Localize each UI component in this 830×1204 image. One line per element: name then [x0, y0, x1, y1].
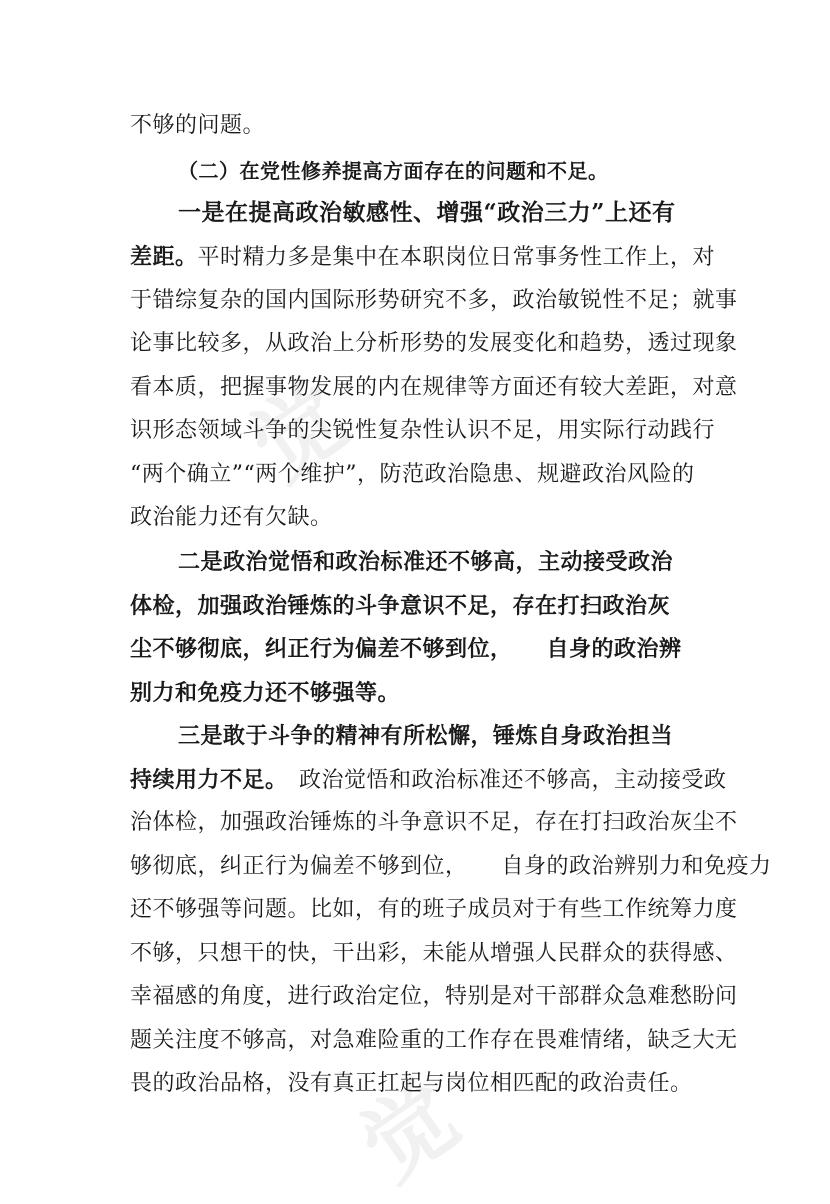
paragraph-line: [130, 243, 716, 272]
paragraph-line: 够彻底，纠正行为偏差不够到位， 自身的政治辨别力和免疫力: [130, 854, 772, 879]
paragraph-line: [130, 766, 727, 795]
paragraph-line: 识形态领域斗争的尖锐性复杂性认识不足，用实际行动践行: [130, 418, 716, 443]
paragraph-line: 体检，加强政治锤炼的斗争意识不足，存在打扫政治灰: [130, 593, 671, 619]
paragraph-line: 看本质，把握事物发展的内在规律等方面还有较大差距，对意: [130, 375, 738, 400]
paragraph-line: 不够，只想干的快，干出彩，未能从增强人民群众的获得感、: [130, 941, 738, 966]
point-heading: 二是政治觉悟和政治标准还不够高，主动接受政治: [178, 549, 674, 575]
paragraph-line: 还不够强等问题。比如，有的班子成员对于有些工作统筹力度: [130, 897, 738, 922]
paragraph-line: “两个确立”“两个维护”，防范政治隐患、规避政治风险的: [130, 462, 695, 487]
paragraph-line: 于错综复杂的国内国际形势研究不多，政治敏锐性不足；就事: [130, 288, 738, 313]
paragraph-line: 不够的问题。: [130, 113, 266, 138]
paragraph-line: 畏的政治品格，没有真正扛起与岗位相匹配的政治责任。: [130, 1071, 693, 1096]
point-heading-tail: 差距。: [130, 244, 198, 270]
paragraph-line: 尘不够彻底，纠正行为偏差不够到位， 自身的政治辨: [130, 636, 682, 662]
section-heading: （二）在党性修养提高方面存在的问题和不足。: [178, 159, 609, 183]
paragraph-line: 别力和免疫力还不够强等。: [130, 680, 401, 706]
paragraph-line: 论事比较多，从政治上分析形势的发展变化和趋势，透过现象: [130, 331, 738, 356]
watermark: 觉: [342, 1063, 477, 1201]
point-heading: 三是敢于斗争的精神有所松懈，锤炼自身政治担当: [178, 723, 674, 749]
point-heading-tail: 持续用力不足。: [130, 767, 277, 793]
paragraph-line: 题关注度不够高，对急难险重的工作存在畏难情绪，缺乏大无: [130, 1028, 738, 1053]
paragraph-text: 政治觉悟和政治标准还不够高，主动接受政: [276, 768, 727, 793]
point-heading: 一是在提高政治敏感性、增强“政治三力”上还有: [178, 199, 676, 226]
paragraph-line: 政治能力还有欠缺。: [130, 505, 333, 530]
paragraph-line: 幸福感的角度，进行政治定位，特别是对干部群众急难愁盼问: [130, 984, 738, 1009]
watermark: 觉: [232, 363, 367, 501]
paragraph-line: 治体检，加强政治锤炼的斗争意识不足，存在打扫政治灰尘不: [130, 810, 738, 835]
paragraph-text: 平时精力多是集中在本职岗位日常事务性工作上，对: [197, 245, 716, 270]
